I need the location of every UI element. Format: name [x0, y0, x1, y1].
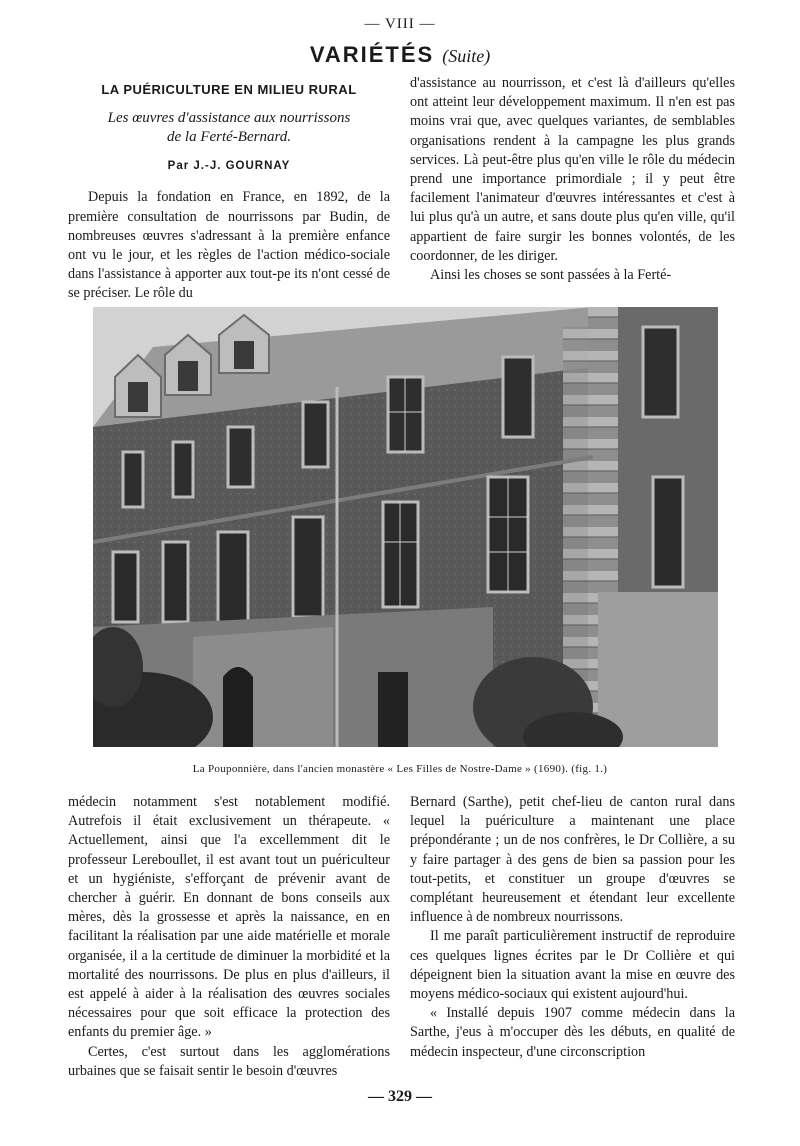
paragraph: Certes, c'est surtout dans les agglomérations urbaines que se faisait sentir le besoin d'œuvres	[68, 1043, 390, 1079]
folio: — VIII —	[364, 16, 436, 32]
building-illustration	[93, 307, 718, 747]
paragraph: Il me paraît particulièrement instructif de reproduire ces quelques lignes écrites par le Dr Collière et qui dépeignent bien la situation avant la mise en œuvre des moyens médico-sociaux qui existent aujourd'hui.	[410, 928, 735, 1003]
section-title: VARIÉTÉS	[309, 42, 435, 67]
article-title: LA PUÉRICULTURE EN MILIEU RURAL	[101, 82, 357, 97]
section-masthead	[0, 42, 800, 68]
article-author: Par J.-J. GOURNAY	[167, 160, 291, 173]
left-column-bottom	[68, 793, 390, 1081]
page-number: — 329 —	[368, 1088, 432, 1105]
right-column-top	[410, 74, 735, 285]
paragraph: médecin notamment s'est notablement modifié. Autrefois il était exclusivement un thérapeute. « Actuellement, ainsi que l'a excellemment dit le professeur Lereboullet, il est avant tout un puériculteur et un hygiéniste, s'efforçant de prévenir avant de chercher à guérir. En donnant de bons conseils aux mères, dès la grossesse et après la naissance, en en facilitant la réalisation par une aide matérielle et morale organisée, il a la certitude de diminuer la morbidité et la mortalité des nourrissons. De plus en plus d'ailleurs, il est appelé à aider à la réalisation des œuvres sociales nécessaires pour que soit efficace la protection des enfants du premier âge. »	[68, 794, 390, 1041]
left-column-top	[68, 80, 390, 304]
paragraph: Depuis la fondation en France, en 1892, de la première consultation de nourrissons par Budin, de nombreuses œuvres s'adressant à la première enfance ont vu le jour, et les règles de l'action médico-sociale dans l'assistance à apporter aux tout-pe its n'ont cessé de se préciser. Le rôle du	[68, 189, 390, 302]
photo-pouponniere	[93, 307, 718, 747]
paragraph: « Installé depuis 1907 comme médecin dans la Sarthe, j'eus à m'occuper dès les débuts, en qualité de médecin inspecteur, d'une circonscription	[410, 1005, 735, 1060]
article-subtitle-line2: de la Ferté-Bernard.	[167, 129, 291, 146]
paragraph: d'assistance au nourrisson, et c'est là d'ailleurs qu'elles ont atteint leur développement maximum. Il n'en est pas moins vrai que, avec quelques variantes, de semblables organisations rendent à la campagne les plus grands services. Là peut-être plus qu'en ville le rôle du médecin prend une importance primordiale ; il y peut être facilement l'animateur d'œuvres intéressantes et c'est à lui plus qu'à un autre, et sans doute plus qu'en ville, qu'il appartient de faire surgir les bonnes volontés, de les coordonner, de les diriger.	[410, 75, 735, 264]
right-column-bottom	[410, 793, 735, 1062]
paragraph: Ainsi les choses se sont passées à la Ferté-	[430, 267, 672, 284]
article-subtitle-line1: Les œuvres d'assistance aux nourrissons	[107, 110, 351, 127]
figure-caption: La Pouponnière, dans l'ancien monastère « Les Filles de Nostre-Dame » (1690). (fig. 1.)	[192, 763, 608, 775]
article-subtitle	[68, 109, 390, 147]
section-suite: (Suite)	[442, 46, 491, 66]
paragraph: Bernard (Sarthe), petit chef-lieu de canton rural dans lequel la puériculture a maintenant une place prépondérante ; un de nos confrères, le Dr Collière, a su y faire partager à des gens de bien sa passion pour les tout-petits, et constituer un groupe d'œuvres se complétant heureusement et étendant leur excellente influence à de nombreux nourrissons.	[410, 794, 735, 926]
